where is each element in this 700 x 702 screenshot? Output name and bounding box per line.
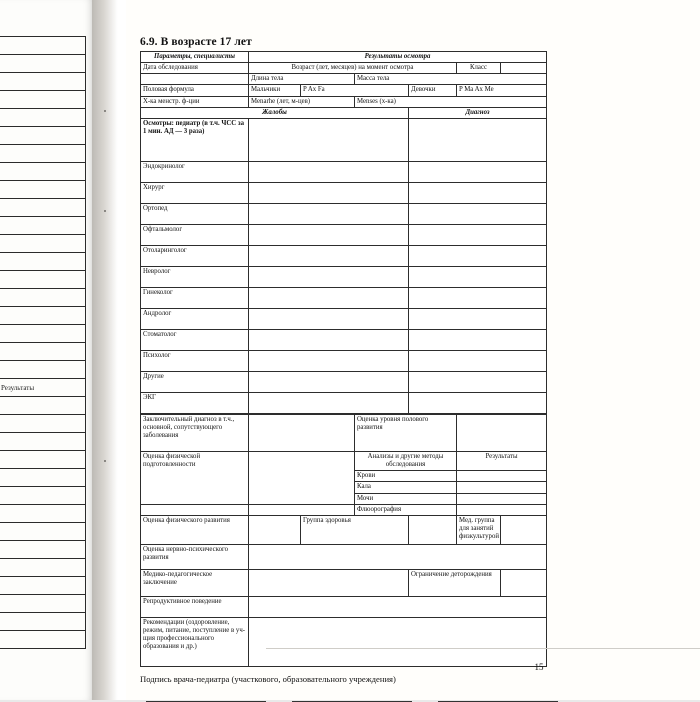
left-page-cell bbox=[0, 73, 86, 91]
left-page-cell bbox=[0, 181, 86, 199]
cell-menarhe[interactable]: Menarhe (лет, м-цев) bbox=[249, 96, 355, 107]
header-diagnosis: Диагноз bbox=[409, 107, 547, 118]
left-page-row bbox=[0, 37, 86, 55]
label-restriction: Ограничение деторождения bbox=[409, 569, 501, 596]
left-page-row bbox=[0, 73, 86, 91]
left-page-cell bbox=[0, 217, 86, 235]
cell-class-value[interactable] bbox=[501, 63, 547, 74]
specialist-row bbox=[141, 371, 547, 392]
table-row bbox=[141, 63, 547, 74]
left-page-row bbox=[0, 595, 86, 613]
table-row bbox=[141, 617, 547, 666]
analysis-label-blood: Крови bbox=[355, 471, 457, 482]
left-page-cell bbox=[0, 541, 86, 559]
table-row bbox=[141, 596, 547, 617]
cell-menses[interactable]: Menses (х-ка) bbox=[355, 96, 547, 107]
footer-rule bbox=[266, 648, 700, 649]
specialist-label: Гинеколог bbox=[141, 287, 249, 308]
analysis-value-blood[interactable] bbox=[457, 471, 547, 482]
specialist-row bbox=[141, 118, 547, 161]
specialist-row bbox=[141, 245, 547, 266]
specialist-complaints-cell[interactable] bbox=[249, 329, 409, 350]
left-page-row bbox=[0, 271, 86, 289]
specialist-diagnosis-cell[interactable] bbox=[409, 161, 547, 182]
specialist-row bbox=[141, 329, 547, 350]
cell-body-length[interactable]: Длина тела bbox=[249, 74, 355, 85]
specialist-complaints-cell[interactable] bbox=[249, 203, 409, 224]
specialist-complaints-cell[interactable] bbox=[249, 350, 409, 371]
left-page-row bbox=[0, 325, 86, 343]
left-page-row bbox=[0, 433, 86, 451]
left-page-row bbox=[0, 55, 86, 73]
left-page-cell bbox=[0, 307, 86, 325]
specialist-complaints-cell[interactable] bbox=[249, 308, 409, 329]
specialist-label: Невролог bbox=[141, 266, 249, 287]
left-page-cell bbox=[0, 577, 86, 595]
left-page-row bbox=[0, 613, 86, 631]
specialist-diagnosis-cell[interactable] bbox=[409, 350, 547, 371]
specialist-row bbox=[141, 224, 547, 245]
table-header-row bbox=[141, 52, 547, 63]
specialist-diagnosis-cell[interactable] bbox=[409, 392, 547, 413]
left-page-row bbox=[0, 181, 86, 199]
table-row bbox=[141, 504, 547, 515]
specialist-label: Хирург bbox=[141, 182, 249, 203]
specialist-complaints-cell[interactable] bbox=[249, 287, 409, 308]
form-content bbox=[140, 36, 686, 702]
header-parameters: Параметры, специалисты bbox=[141, 52, 249, 63]
specialist-label: Офтальмолог bbox=[141, 224, 249, 245]
header-complaints: Жалобы bbox=[141, 107, 409, 118]
left-page-cell bbox=[0, 433, 86, 451]
specialist-complaints-cell[interactable] bbox=[249, 224, 409, 245]
left-page-cell bbox=[0, 109, 86, 127]
left-page-cell bbox=[0, 505, 86, 523]
analysis-value-fluorography[interactable] bbox=[457, 504, 547, 515]
specialist-diagnosis-cell[interactable] bbox=[409, 266, 547, 287]
row-label-physical-fitness: Оценка физической подготовленности bbox=[141, 451, 249, 504]
row-label-physical-development: Оценка физического развития bbox=[141, 515, 249, 544]
spacer-cell-mid bbox=[249, 504, 355, 515]
cell-age-at-exam[interactable]: Возраст (лет, месяцев) на момент осмотра bbox=[249, 63, 457, 74]
left-page-cell bbox=[0, 289, 86, 307]
row-label-empty bbox=[141, 74, 249, 85]
left-page-cell bbox=[0, 487, 86, 505]
table-row bbox=[141, 451, 547, 470]
left-page-cell: Результаты bbox=[0, 379, 86, 397]
cell-girls-formula[interactable]: P Ma Ax Me bbox=[457, 85, 547, 96]
specialists-rows bbox=[141, 118, 547, 413]
left-page-cell bbox=[0, 199, 86, 217]
left-page-cell bbox=[0, 415, 86, 433]
specialist-label: Психолог bbox=[141, 350, 249, 371]
left-page-row bbox=[0, 145, 86, 163]
row-label-menstrual: Х-ка менстр. ф-ции bbox=[141, 96, 249, 107]
specialist-row bbox=[141, 392, 547, 413]
left-page-row bbox=[0, 289, 86, 307]
cell-reproductive-value[interactable] bbox=[249, 596, 547, 617]
row-label-neuro: Оценка нервно-психического развития bbox=[141, 544, 249, 569]
left-page-cell bbox=[0, 55, 86, 73]
table-row bbox=[141, 414, 547, 451]
cell-girls[interactable]: Девочки bbox=[409, 85, 457, 96]
left-page-cell bbox=[0, 235, 86, 253]
label-med-group: Мед. группа для занятий физкультурой bbox=[457, 515, 501, 544]
cell-neuro-value[interactable] bbox=[249, 544, 547, 569]
specialist-diagnosis-cell[interactable] bbox=[409, 371, 547, 392]
left-page-row bbox=[0, 253, 86, 271]
left-page-row bbox=[0, 523, 86, 541]
specialist-label: Ортопед bbox=[141, 203, 249, 224]
analysis-label-fluorography: Флюорография bbox=[355, 504, 457, 515]
specialist-label: Отоларинголог bbox=[141, 245, 249, 266]
page-title: 6.9. В возрасте 17 лет bbox=[140, 36, 252, 48]
row-label-final-diagnosis: Заключительный диагноз в т.ч., основной, сопутствующего заболевания bbox=[141, 414, 249, 451]
left-page-cell bbox=[0, 271, 86, 289]
signature-label: Подпись врача-педиатра (участкового, образовательного учреждения) bbox=[140, 673, 396, 684]
row-label-exam-date: Дата обследования bbox=[141, 63, 249, 74]
header-results: Результаты bbox=[457, 451, 547, 470]
left-page-row bbox=[0, 541, 86, 559]
specialist-complaints-cell[interactable] bbox=[249, 371, 409, 392]
specialist-row bbox=[141, 308, 547, 329]
left-page-row bbox=[0, 415, 86, 433]
specialist-row bbox=[141, 266, 547, 287]
left-page-cell bbox=[0, 163, 86, 181]
left-page-row bbox=[0, 631, 86, 649]
row-label-reproductive: Репродуктивное поведение bbox=[141, 596, 249, 617]
specialist-row bbox=[141, 287, 547, 308]
left-page-row bbox=[0, 109, 86, 127]
analysis-label-urine: Мочи bbox=[355, 493, 457, 504]
label-health-group: Группа здоровья bbox=[301, 515, 409, 544]
specialist-diagnosis-cell[interactable] bbox=[409, 203, 547, 224]
left-page-cell bbox=[0, 559, 86, 577]
left-page-row bbox=[0, 505, 86, 523]
specialist-label: Стоматолог bbox=[141, 329, 249, 350]
cell-sexual-development-value[interactable] bbox=[457, 414, 547, 451]
table-row bbox=[141, 515, 547, 544]
right-page bbox=[126, 0, 700, 700]
header-analyses: Анализы и другие методы обследования bbox=[355, 451, 457, 470]
specialist-complaints-cell[interactable] bbox=[249, 182, 409, 203]
specialist-complaints-cell[interactable] bbox=[249, 392, 409, 413]
left-page-row bbox=[0, 451, 86, 469]
left-page-cell bbox=[0, 361, 86, 379]
row-label-medical-pedagogical: Медико-педагогическое заключение bbox=[141, 569, 249, 596]
page-number: 15 bbox=[534, 662, 544, 672]
left-page-row bbox=[0, 397, 86, 415]
left-page-cell bbox=[0, 127, 86, 145]
specialist-diagnosis-cell[interactable] bbox=[409, 245, 547, 266]
left-page-cell bbox=[0, 613, 86, 631]
table-row bbox=[141, 569, 547, 596]
cell-class[interactable]: Класс bbox=[457, 63, 501, 74]
left-page-cell bbox=[0, 595, 86, 613]
specialist-complaints-cell[interactable] bbox=[249, 161, 409, 182]
examination-table bbox=[140, 51, 547, 414]
left-page-row bbox=[0, 469, 86, 487]
cell-health-group-value[interactable] bbox=[409, 515, 457, 544]
binding-marks bbox=[104, 0, 110, 700]
left-page-row bbox=[0, 559, 86, 577]
cell-medical-pedagogical-value[interactable] bbox=[249, 569, 409, 596]
specialist-label: Осмотры: педиатр (в т.ч. ЧСС за 1 мин. АД — 3 раза) bbox=[141, 118, 249, 161]
specialist-label: Эндокринолог bbox=[141, 161, 249, 182]
left-page-row bbox=[0, 91, 86, 109]
table-row bbox=[141, 85, 547, 96]
specialist-complaints-cell[interactable] bbox=[249, 118, 409, 161]
left-page-cell bbox=[0, 145, 86, 163]
left-page-row bbox=[0, 361, 86, 379]
analysis-label-feces: Кала bbox=[355, 482, 457, 493]
left-page bbox=[0, 0, 93, 700]
left-page-row bbox=[0, 487, 86, 505]
specialist-row bbox=[141, 161, 547, 182]
left-page-table-body bbox=[0, 37, 86, 649]
left-page-row bbox=[0, 127, 86, 145]
left-page-cell bbox=[0, 451, 86, 469]
table-row bbox=[141, 544, 547, 569]
left-page-row bbox=[0, 199, 86, 217]
specialist-label: Андролог bbox=[141, 308, 249, 329]
specialist-label: ЭКГ bbox=[141, 392, 249, 413]
specialist-row bbox=[141, 203, 547, 224]
cell-final-diagnosis-value[interactable] bbox=[249, 414, 355, 451]
specialist-complaints-cell[interactable] bbox=[249, 245, 409, 266]
left-page-cell bbox=[0, 523, 86, 541]
complaints-diagnosis-header bbox=[141, 107, 547, 118]
specialist-diagnosis-cell[interactable] bbox=[409, 182, 547, 203]
analysis-value-urine[interactable] bbox=[457, 493, 547, 504]
label-sexual-development: Оценка уровня полового развития bbox=[355, 414, 457, 451]
cell-boys[interactable]: Мальчики bbox=[249, 85, 301, 96]
cell-physical-fitness-value[interactable] bbox=[249, 451, 355, 504]
specialist-diagnosis-cell[interactable] bbox=[409, 308, 547, 329]
left-page-cell bbox=[0, 469, 86, 487]
left-page-row bbox=[0, 307, 86, 325]
analysis-value-feces[interactable] bbox=[457, 482, 547, 493]
table-row bbox=[141, 96, 547, 107]
specialist-diagnosis-cell[interactable] bbox=[409, 224, 547, 245]
left-page-cell bbox=[0, 631, 86, 649]
left-page-cell bbox=[0, 253, 86, 271]
specialist-row bbox=[141, 350, 547, 371]
left-page-cell bbox=[0, 37, 86, 55]
specialist-label: Другие bbox=[141, 371, 249, 392]
specialist-row bbox=[141, 182, 547, 203]
left-page-row bbox=[0, 235, 86, 253]
left-page-row bbox=[0, 163, 86, 181]
left-page-row bbox=[0, 343, 86, 361]
specialist-diagnosis-cell[interactable] bbox=[409, 287, 547, 308]
left-page-cell bbox=[0, 325, 86, 343]
specialist-diagnosis-cell[interactable] bbox=[409, 118, 547, 161]
left-page-row bbox=[0, 379, 86, 397]
cell-recommendations-value[interactable] bbox=[249, 617, 547, 666]
cell-med-group-value[interactable] bbox=[501, 515, 547, 544]
left-page-table bbox=[0, 36, 86, 649]
specialist-diagnosis-cell[interactable] bbox=[409, 329, 547, 350]
cell-boys-formula[interactable]: P Ax Fa bbox=[301, 85, 409, 96]
cell-restriction-value[interactable] bbox=[501, 569, 547, 596]
table-row bbox=[141, 74, 547, 85]
left-page-cell bbox=[0, 343, 86, 361]
conclusions-table bbox=[140, 414, 547, 667]
row-label-recommendations: Рекомендации (оздоровление, режим, питание, поступление в уч-щия профессионального образования и др.) bbox=[141, 617, 249, 666]
header-results: Результаты осмотра bbox=[249, 52, 547, 63]
spacer-cell-left bbox=[141, 504, 249, 515]
specialist-complaints-cell[interactable] bbox=[249, 266, 409, 287]
left-page-cell bbox=[0, 91, 86, 109]
cell-body-mass[interactable]: Масса тела bbox=[355, 74, 547, 85]
left-page-row bbox=[0, 577, 86, 595]
row-label-sexual-formula: Половая формула bbox=[141, 85, 249, 96]
left-page-cell bbox=[0, 397, 86, 415]
left-page-row bbox=[0, 217, 86, 235]
cell-physical-development-value[interactable] bbox=[249, 515, 301, 544]
